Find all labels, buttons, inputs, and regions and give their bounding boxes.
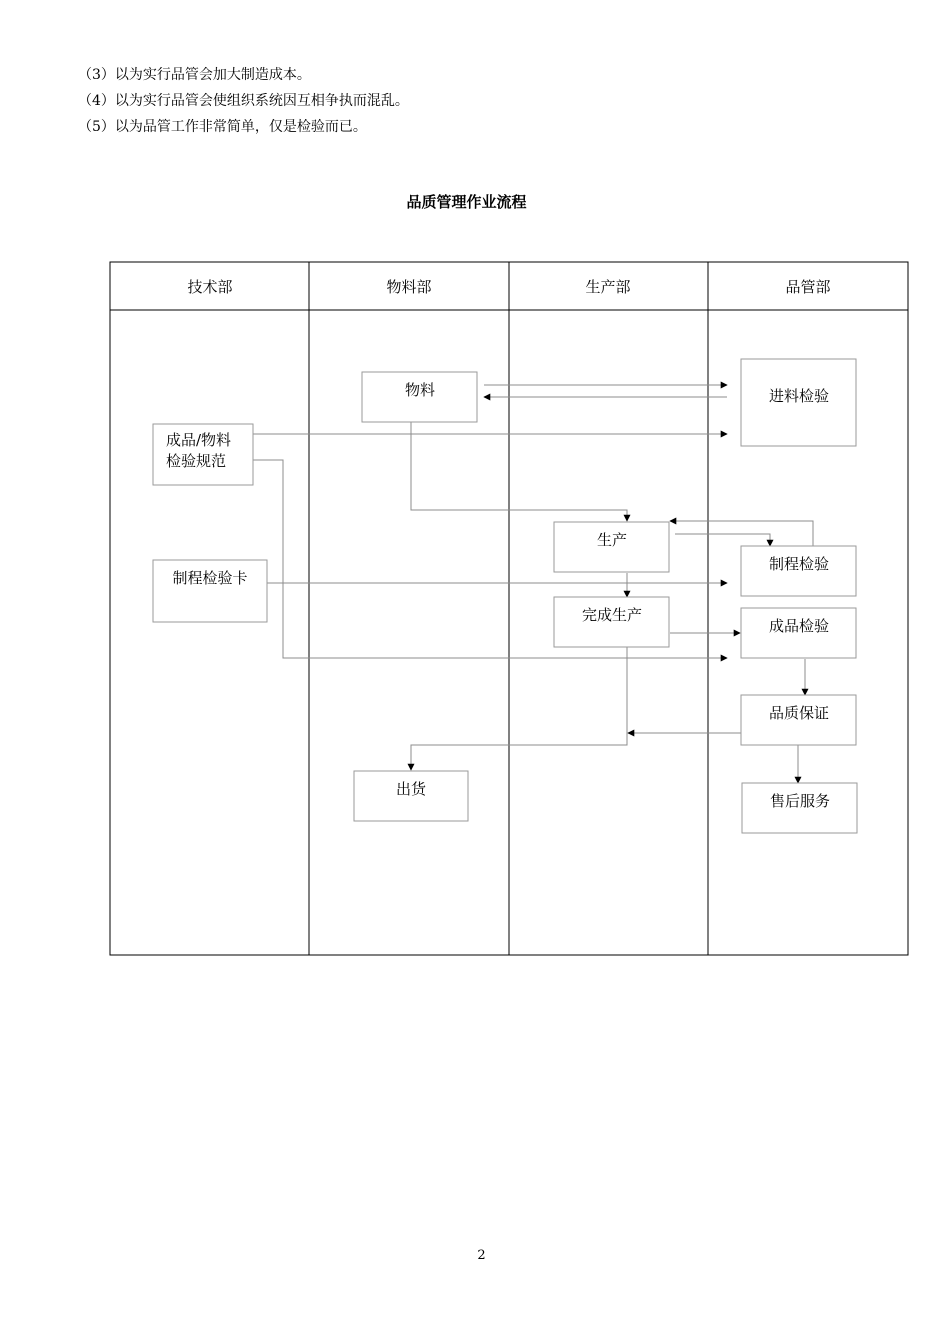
arrow-production-to-process-inspection: [675, 534, 770, 546]
node-final-inspection: [741, 608, 856, 658]
lane-header-material: 物料部: [386, 278, 432, 296]
node-finish-production: [554, 597, 669, 647]
lane-header-tech: 技术部: [187, 278, 233, 296]
paragraph-4: （4）以为实行品管会使组织系统因互相争执而混乱。: [78, 93, 409, 109]
page-number: 2: [477, 1248, 486, 1263]
node-material-label: 物料: [404, 381, 436, 399]
lane-header-production: 生产部: [585, 278, 631, 296]
node-process-card-label: 制程检验卡: [172, 569, 248, 587]
lane-header-qc: 品管部: [785, 278, 831, 296]
diagram-title: 品质管理作业流程: [406, 193, 527, 211]
node-inspection-spec: [153, 424, 253, 485]
node-incoming-inspection: [741, 359, 856, 446]
arrow-finish-to-shipment: [411, 647, 627, 770]
node-production-label: 生产: [596, 531, 628, 549]
node-incoming-inspection-label: 进料检验: [768, 387, 830, 405]
node-process-inspection-label: 制程检验: [768, 555, 830, 573]
node-after-sales-label: 售后服务: [769, 792, 831, 810]
node-shipment: [354, 771, 468, 821]
arrow-material-to-production: [411, 422, 627, 521]
node-finish-production-label: 完成生产: [581, 606, 643, 624]
node-after-sales: [742, 783, 857, 833]
node-material: [362, 372, 477, 422]
paragraph-3: （3）以为实行品管会加大制造成本。: [78, 67, 311, 83]
node-final-inspection-label: 成品检验: [768, 617, 830, 635]
node-production: [554, 522, 669, 572]
node-quality-assurance-label: 品质保证: [768, 704, 830, 722]
paragraph-5: （5）以为品管工作非常简单，仅是检验而已。: [78, 119, 367, 135]
node-process-card: [153, 560, 267, 622]
connectors: [253, 385, 813, 783]
node-inspection-spec-line2: 检验规范: [166, 452, 227, 470]
node-process-inspection: [741, 546, 856, 596]
node-inspection-spec-line1: 成品/物料: [166, 431, 232, 449]
node-shipment-label: 出货: [395, 780, 427, 798]
node-quality-assurance: [741, 695, 856, 745]
